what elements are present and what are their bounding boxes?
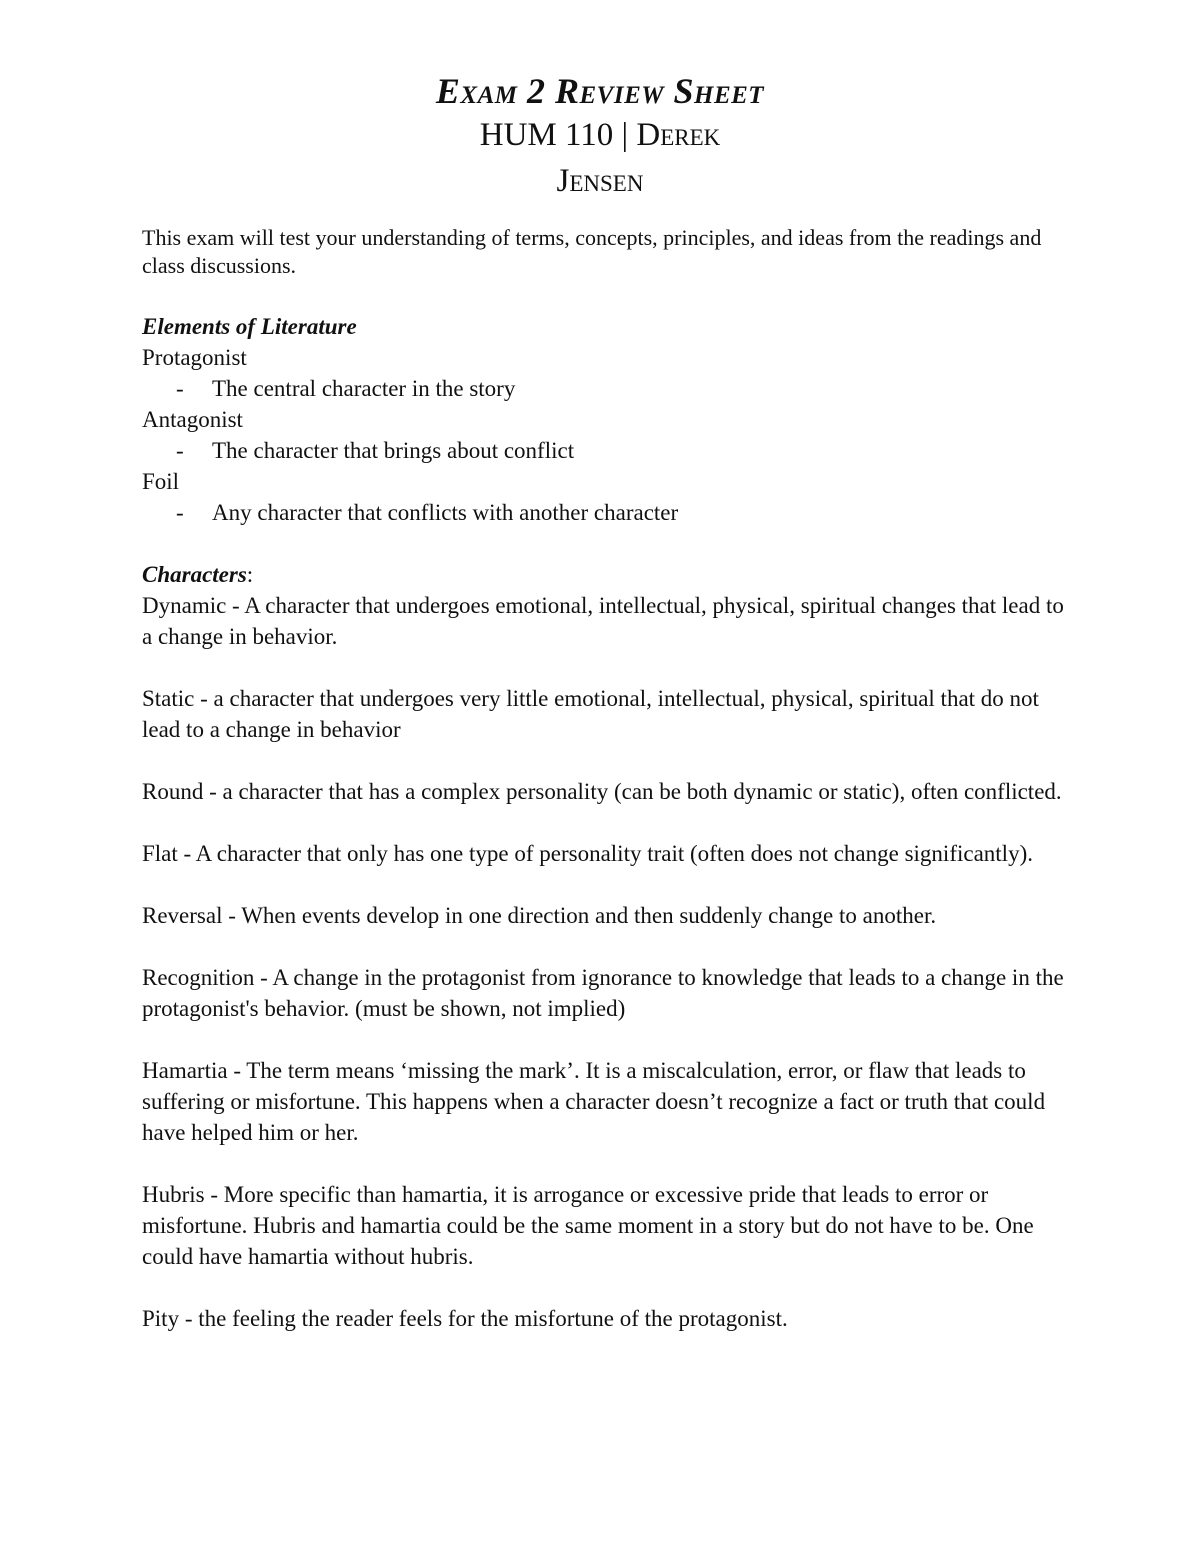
- document-body: [142, 224, 1072, 1365]
- definition-antagonist: [142, 435, 1072, 466]
- definition-dynamic: Dynamic - A character that undergoes emotional, intellectual, physical, spiritual changes that lead to a change in behavior.: [142, 593, 1064, 649]
- elements-heading: Elements of Literature: [142, 314, 357, 339]
- bullet-dash: -: [176, 376, 184, 401]
- definition-hubris: Hubris - More specific than hamartia, it is arrogance or excessive pride that leads to error or misfortune. Hubris and hamartia could be the same moment in a story but do not have to be. One could have hamartia without hubris.: [142, 1182, 1034, 1269]
- definition-hamartia: Hamartia - The term means ‘missing the mark’. It is a miscalculation, error, or flaw that leads to suffering or misfortune. This happens when a character doesn’t recognize a fact or truth that could have helped him or her.: [142, 1058, 1046, 1145]
- document-title: Exam 2 Review Sheet: [435, 71, 765, 111]
- definition-text: The central character in the story: [212, 376, 516, 401]
- definition-text: Any character that conflicts with another character: [212, 500, 679, 525]
- document-subtitle: [0, 112, 1200, 204]
- intro-paragraph: This exam will test your understanding of terms, concepts, principles, and ideas from the readings and class discussions.: [142, 225, 1042, 278]
- definition-reversal: Reversal - When events develop in one direction and then suddenly change to another.: [142, 903, 937, 928]
- definition-round: Round - a character that has a complex personality (can be both dynamic or static), often conflicted.: [142, 779, 1062, 804]
- course-instructor-line: HUM 110 | Derek: [479, 117, 721, 153]
- characters-heading-colon: :: [246, 562, 254, 587]
- definition-text: The character that brings about conflict: [212, 438, 575, 463]
- term-foil: Foil: [142, 469, 180, 494]
- definition-pity: Pity - the feeling the reader feels for the misfortune of the protagonist.: [142, 1306, 788, 1331]
- definition-flat: Flat - A character that only has one type of personality trait (often does not change significantly).: [142, 841, 1033, 866]
- document-header: [0, 70, 1200, 204]
- characters-heading: Characters: [142, 562, 247, 587]
- instructor-surname-line: Jensen: [556, 163, 644, 199]
- characters-section: [142, 559, 1072, 1334]
- definition-recognition: Recognition - A change in the protagonist from ignorance to knowledge that leads to a change in the protagonist's behavior. (must be shown, not implied): [142, 965, 1064, 1021]
- definition-static: Static - a character that undergoes very little emotional, intellectual, physical, spiritual that do not lead to a change in behavior: [142, 686, 1039, 742]
- definition-protagonist: [142, 373, 1072, 404]
- term-antagonist: Antagonist: [142, 407, 243, 432]
- bullet-dash: -: [176, 438, 184, 463]
- bullet-dash: -: [176, 500, 184, 525]
- elements-of-literature-section: [142, 311, 1072, 528]
- term-protagonist: Protagonist: [142, 345, 247, 370]
- characters-heading-line: [142, 559, 1072, 590]
- definition-foil: [142, 497, 1072, 528]
